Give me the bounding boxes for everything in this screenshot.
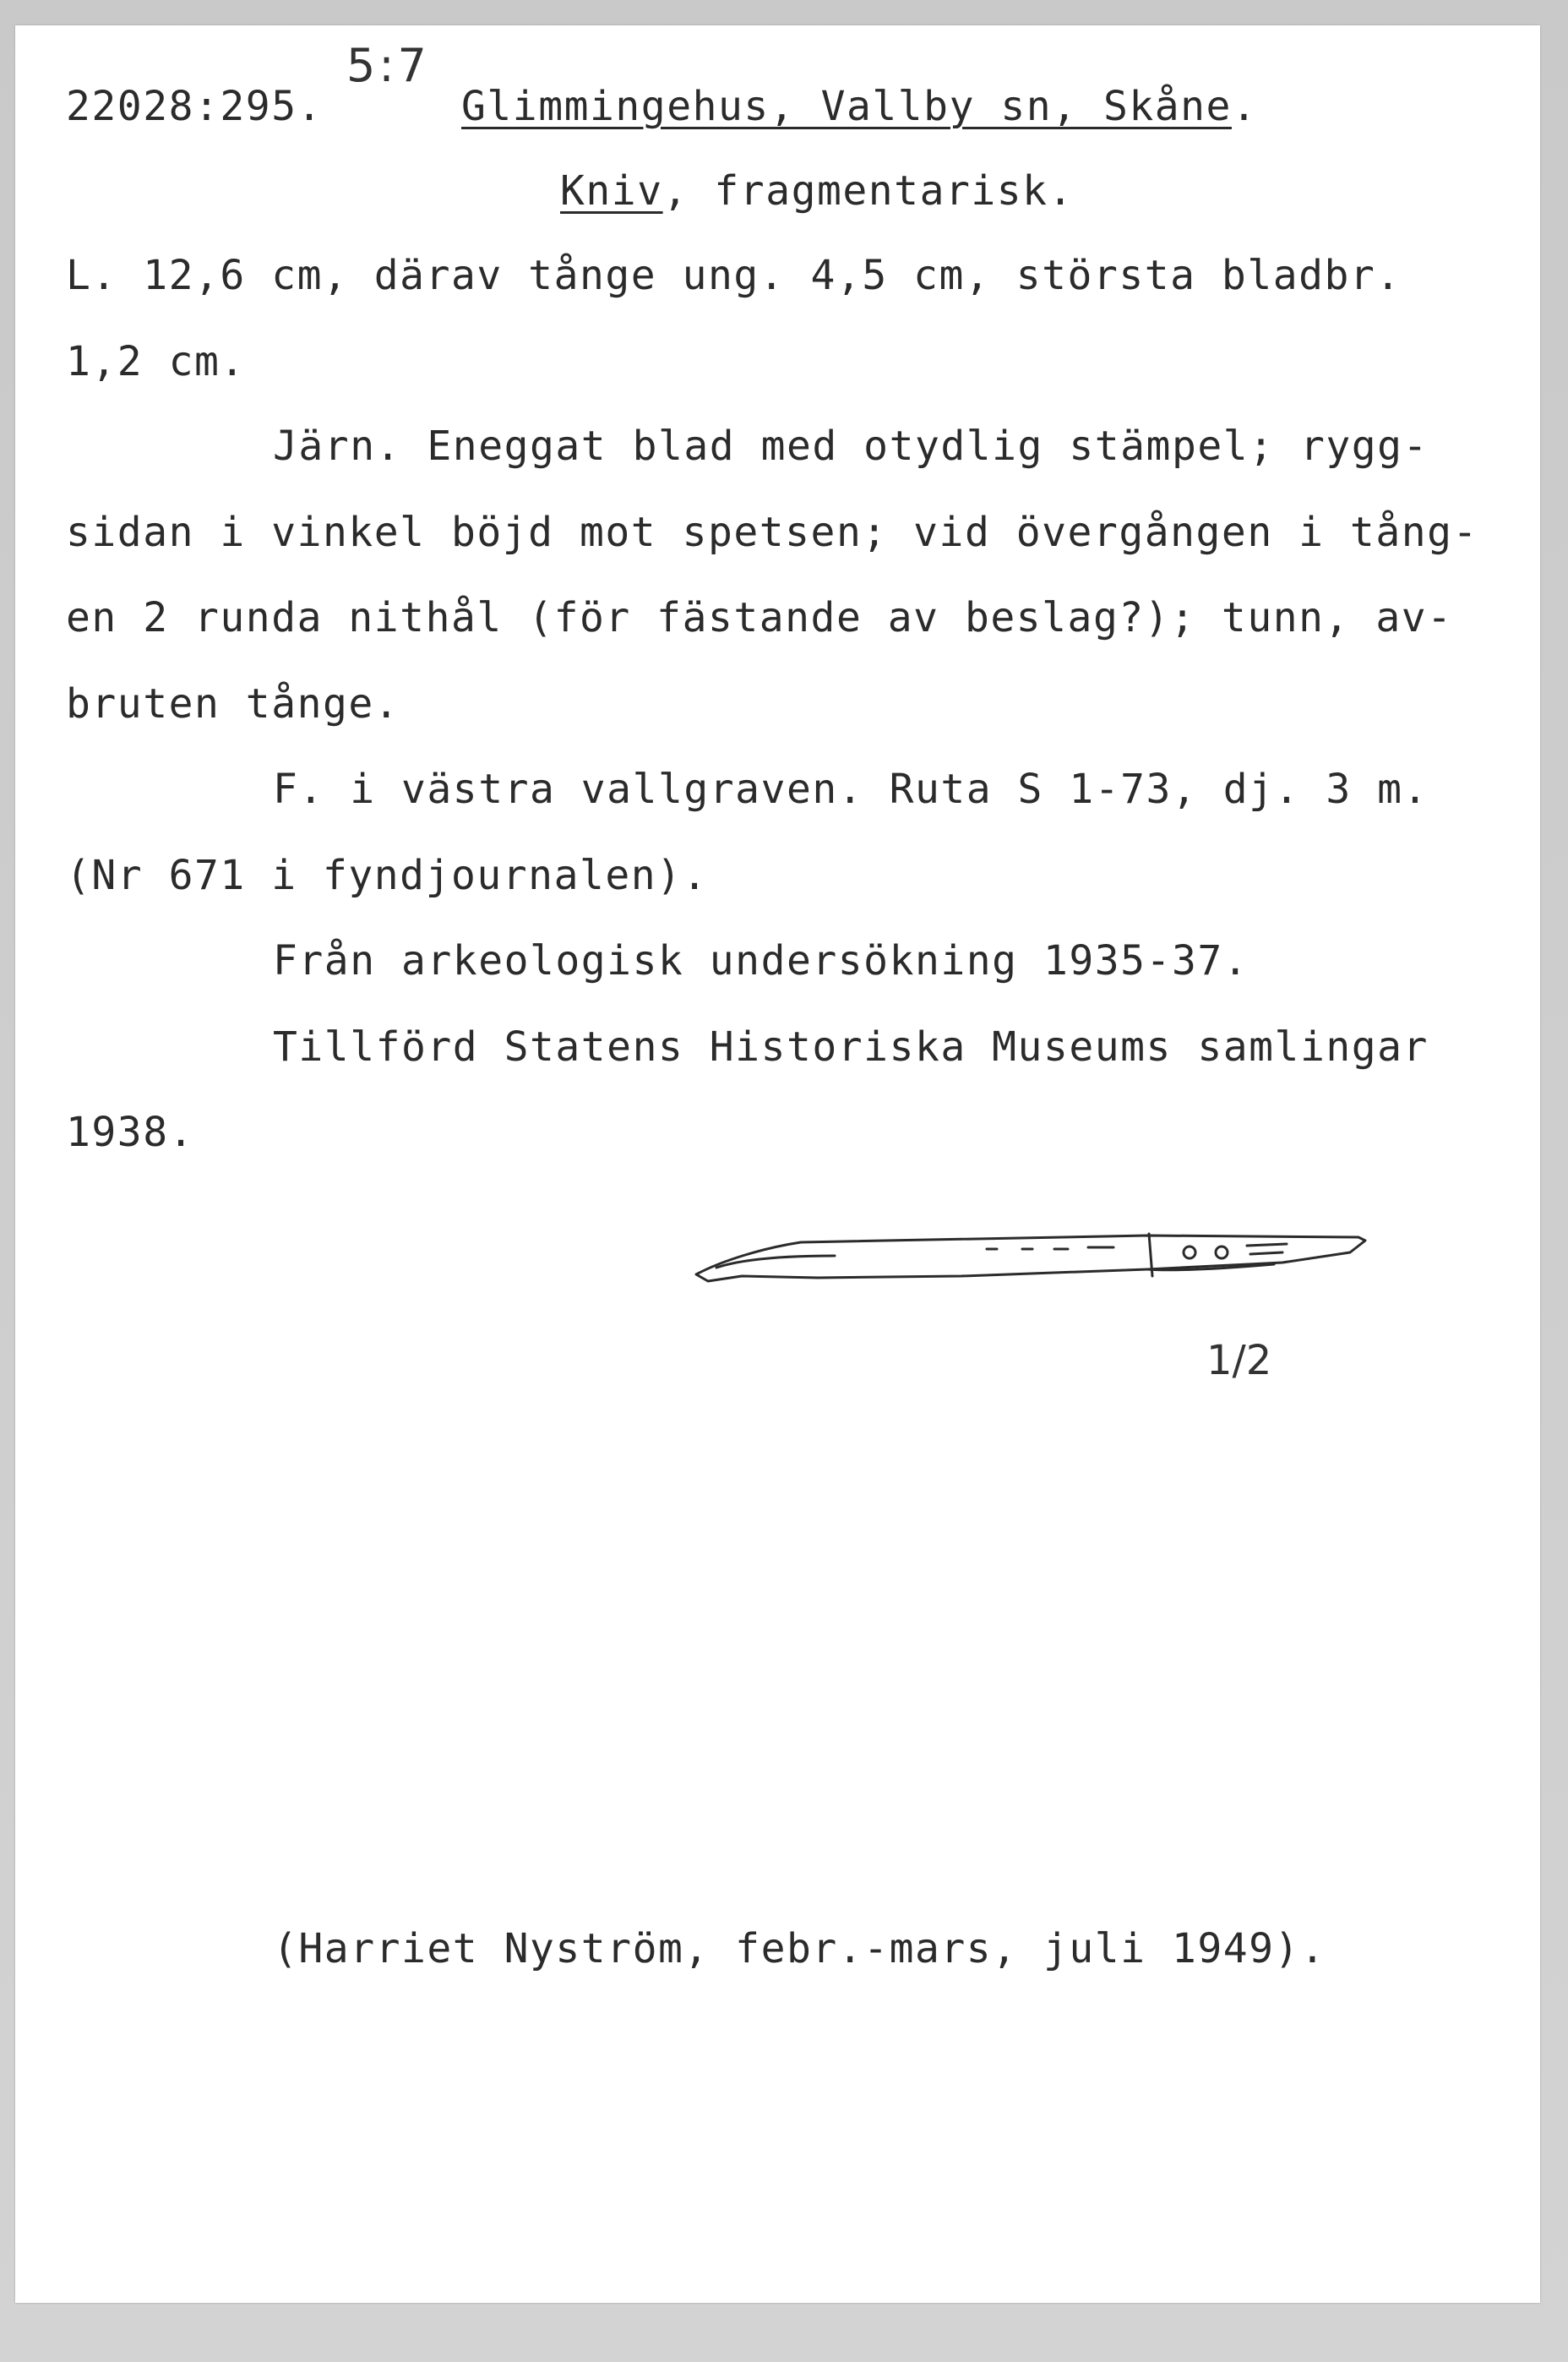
measurements-line-1: L. 12,6 cm, därav tånge ung. 4,5 cm, största bladbr. (66, 252, 1402, 299)
scale-note: 1/2 (1206, 1337, 1272, 1384)
excavation-line: Från arkeologisk undersökning 1935-37. (273, 937, 1250, 985)
description-line-2: sidan i vinkel böjd mot spetsen; vid övergången i tång- (66, 509, 1478, 556)
measurements-line-2: 1,2 cm. (66, 338, 246, 385)
acquisition-line-2: 1938. (66, 1109, 194, 1156)
author-line: (Harriet Nyström, febr.-mars, juli 1949). (273, 1925, 1326, 1972)
catalog-card (15, 25, 1540, 2303)
catalog-number: 22028:295. (66, 83, 323, 130)
knife-sketch (691, 1208, 1392, 1318)
place-name: Glimmingehus, Vallby sn, Skåne (461, 83, 1232, 130)
find-location-line-2: (Nr 671 i fyndjournalen). (66, 852, 708, 899)
handwritten-reference: 5:7 (346, 39, 430, 92)
object-heading (560, 167, 1074, 215)
place-heading (461, 83, 1257, 130)
description-line-3: en 2 runda nithål (för fästande av beslag?); tunn, av- (66, 594, 1453, 641)
object-description: , fragmentarisk. (662, 167, 1074, 215)
acquisition-line-1: Tillförd Statens Historiska Museums samlingar (273, 1023, 1429, 1071)
description-line-4: bruten tånge. (66, 680, 400, 728)
find-location-line-1: F. i västra vallgraven. Ruta S 1-73, dj. 3 m. (273, 766, 1429, 813)
object-type: Kniv (560, 167, 663, 215)
place-period: . (1231, 83, 1258, 130)
description-line-1: Järn. Eneggat blad med otydlig stämpel; rygg- (273, 423, 1429, 470)
